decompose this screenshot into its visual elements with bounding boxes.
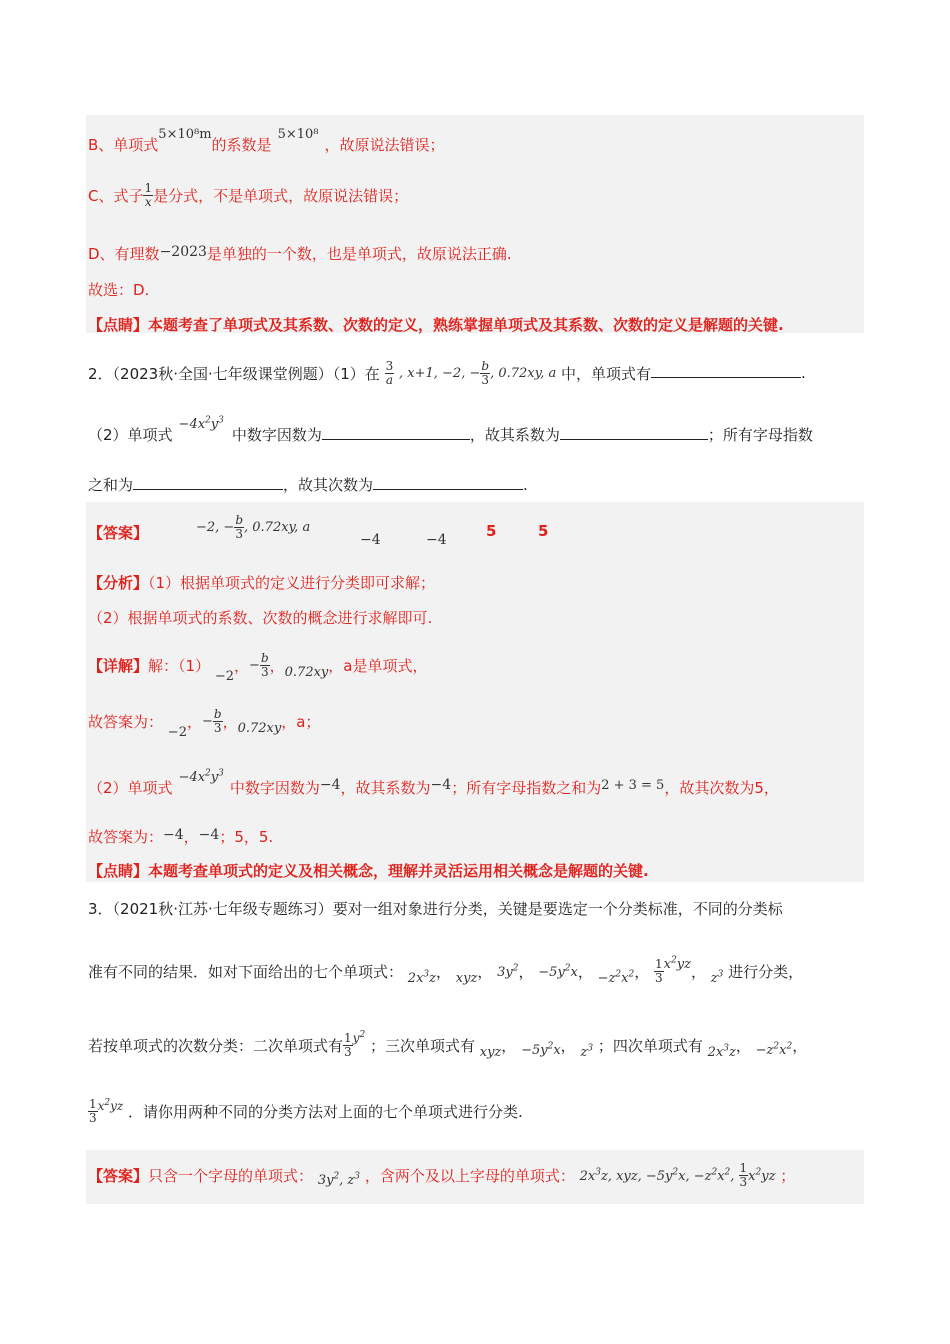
answer-coefficient: −4 bbox=[426, 532, 447, 548]
question-3-line-3: 若按单项式的次数分类：二次单项式有 $\frac{1}{3}$ $^{y^2}$ ；三次单项式有 xyz， $-5y^2x$， $z^3$ ；四次单项式有 $2x^3z$， $-z^2x^2$， bbox=[88, 1030, 808, 1060]
option-b-line: B、单项式5×10⁸m的系数是5×10⁸，故原说法错误； bbox=[88, 127, 445, 154]
answer-line-3: 【答案】只含一个字母的单项式： $3y^2$, $z^3$ ，含两个及以上字母的单项式： $2x^3z$, xyz, $-5y^2x$, $-z^2x^2$, $\frac{1}{3}$ $x^2yz$ ； bbox=[88, 1161, 796, 1189]
tip-line-2: 【点睛】本题考查单项式的定义及相关概念，理解并灵活运用相关概念是解题的关键. bbox=[88, 862, 649, 880]
answer-degree: 5 bbox=[538, 522, 549, 540]
detail-line-2: 故答案为： −2，− $\frac{b}{3}$ ，0.72xy，a； bbox=[88, 707, 321, 740]
analysis-line-1: 【分析】（1）根据单项式的定义进行分类即可求解； bbox=[88, 574, 436, 592]
question-3-line-4: $\frac{1}{3}$ $^{x^2yz}$ ．请你用两种不同的分类方法对上面的七个单项式进行分类. bbox=[89, 1097, 523, 1125]
answer-factor: −4 bbox=[360, 532, 381, 548]
fraction-b-over-3: $\frac{b}{3}$ bbox=[481, 359, 490, 387]
answer-blank-3[interactable] bbox=[560, 425, 708, 440]
question-2-line-3: 之和为 ，故其次数为 . bbox=[88, 476, 528, 494]
monomial-expr: $-4x^2y^3$ bbox=[178, 415, 224, 432]
math-number: −2023 bbox=[159, 244, 207, 260]
math-coefficient-expr: 5×10⁸m bbox=[158, 127, 212, 142]
answer-exponent-sum: 5 bbox=[486, 522, 497, 540]
tip-line-1: 【点睛】本题考查了单项式及其系数、次数的定义，熟练掌握单项式及其系数、次数的定义是解题的关键. bbox=[88, 316, 784, 334]
math-coefficient: 5×10⁸ bbox=[277, 127, 319, 142]
answer-line: 【答案】 −2, − $\frac{b}{3}$ , 0.72xy, a −4 −4 5 5 bbox=[88, 513, 549, 548]
detail-line-4: 故答案为：−4，−4；5，5. bbox=[88, 827, 274, 846]
question-2-line-2: （2）单项式$-4x^2y^3$中数字因数为 ，故其系数为 ；所有字母指数 bbox=[88, 415, 813, 444]
option-d-line: D、有理数−2023是单独的一个数，也是单项式，故原说法正确. bbox=[88, 244, 512, 263]
option-c-line: C、式子 $\frac{1}{x}$ 是分式，不是单项式，故原说法错误； bbox=[88, 181, 409, 209]
question-3-line-2: 准有不同的结果．如对下面给出的七个单项式： $2x^3z$， xyz， $3y^2$， $-5y^2x$， $-z^2x^2$， $\frac{1}{3}$ $x^2yz$， $z^3$ 进行分类， bbox=[88, 955, 804, 986]
answer-blank-1[interactable] bbox=[651, 363, 801, 378]
detail-line-1: 【详解】解：（1） −2，− $\frac{b}{3}$ ，0.72xy，a是单项式， bbox=[88, 651, 428, 684]
answer-blank-2[interactable] bbox=[322, 425, 470, 440]
question-2-line-1: 2．（2023秋·全国·七年级课堂例题）（1）在 $\frac{3}{a}$ , x+1, −2, − $\frac{b}{3}$ , 0.72xy, a 中，单项式有 . bbox=[88, 359, 806, 387]
answer-blank-5[interactable] bbox=[373, 475, 523, 490]
solution-box-2 bbox=[86, 502, 864, 882]
question-3-line-1: 3．（2021秋·江苏·七年级专题练习）要对一组对象进行分类，关键是要选定一个分类标准，不同的分类标 bbox=[88, 900, 783, 918]
answer-monomials: −2, − $\frac{b}{3}$ , 0.72xy, a bbox=[196, 513, 311, 541]
fraction-1-over-x: $\frac{1}{x}$ bbox=[144, 181, 153, 209]
answer-blank-4[interactable] bbox=[133, 475, 283, 490]
analysis-line-2: （2）根据单项式的系数、次数的概念进行求解即可. bbox=[88, 609, 433, 627]
detail-line-3: （2）单项式$-4x^2y^3$中数字因数为−4，故其系数为−4；所有字母指数之和为2 + 3 = 5，故其次数为5， bbox=[88, 768, 779, 797]
choice-line: 故选：D. bbox=[88, 281, 150, 299]
fraction-3-over-a: $\frac{3}{a}$ bbox=[385, 359, 394, 387]
